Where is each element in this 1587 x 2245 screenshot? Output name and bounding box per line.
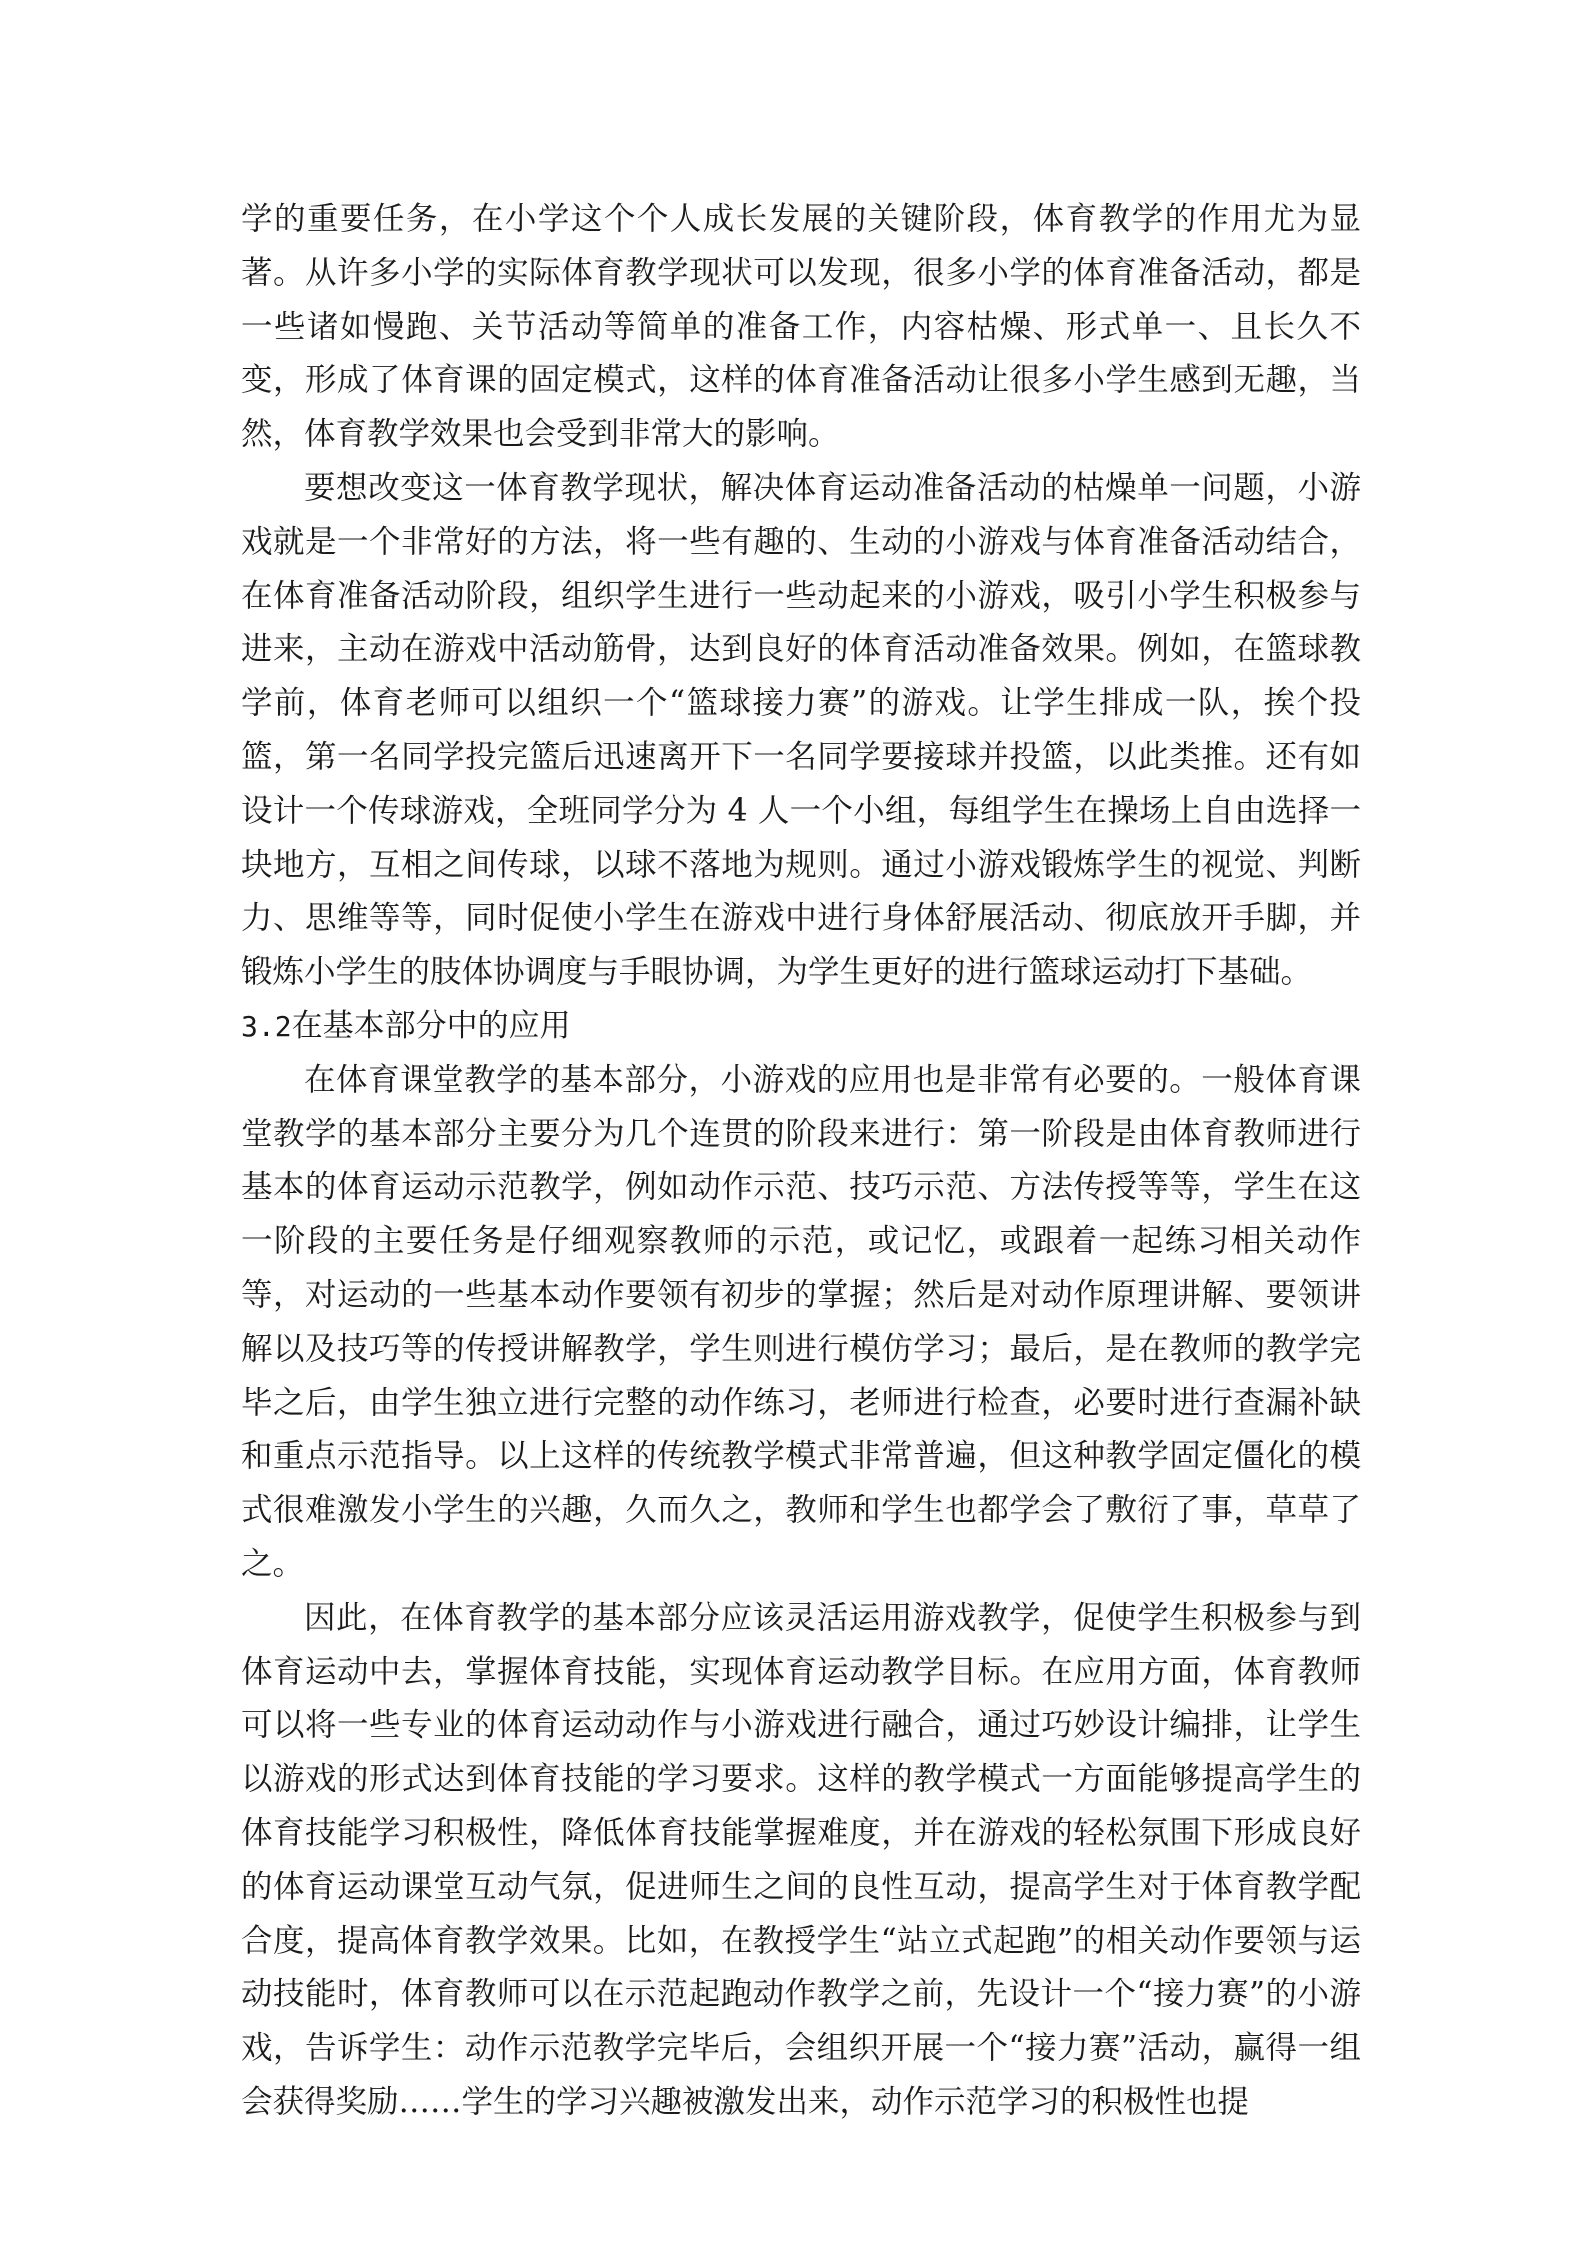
paragraph-game-teaching: 因此，在体育教学的基本部分应该灵活运用游戏教学，促使学生积极参与到体育运动中去，掌握体育技能，实现体育运动教学目标。在应用方面，体育教师可以将一些专业的体育运动动作与小游戏进行融合，通过巧妙设计编排，让学生以游戏的形式达到体育技能的学习要求。这样的教学模式一方面能够提高学生的体育技能学习积极性，降低体育技能掌握难度，并在游戏的轻松氛围下形成良好的体育运动课堂互动气氛，促进师生之间的良性互动，提高学生对于体育教学配合度，提高体育教学效果。比如，在教授学生“站立式起跑”的相关动作要领与运动技能时，体育教师可以在示范起跑动作教学之前，先设计一个“接力赛”的小游戏，告诉学生：动作示范教学完毕后，会组织开展一个“接力赛”活动，赢得一组会获得奖励……学生的学习兴趣被激发出来，动作示范学习的积极性也提 [241,1599,1361,2120]
paragraph-warmup-games: 要想改变这一体育教学现状，解决体育运动准备活动的枯燥单一问题，小游戏就是一个非常好的方法，将一些有趣的、生动的小游戏与体育准备活动结合，在体育准备活动阶段，组织学生进行一些动起来的小游戏，吸引小学生积极参与进来，主动在游戏中活动筋骨，达到良好的体育活动准备效果。例如，在篮球教学前，体育老师可以组织一个“篮球接力赛”的游戏。让学生排成一队，挨个投篮，第一名同学投完篮后迅速离开下一名同学要接球并投篮，以此类推。还有如设计一个传球游戏，全班同学分为 4 人一个小组，每组学生在操场上自由选择一块地方，互相之间传球，以球不落地为规则。通过小游戏锻炼学生的视觉、判断力、思维等等，同时促使小学生在游戏中进行身体舒展活动、彻底放开手脚，并锻炼小学生的肢体协调度与手眼协调，为学生更好的进行篮球运动打下基础。 [241,469,1361,991]
section-heading [241,1000,1361,1054]
body-text [241,193,1361,2130]
section-number: 3.2 [241,1009,292,1043]
paragraph-basic-part: 在体育课堂教学的基本部分，小游戏的应用也是非常有必要的。一般体育课堂教学的基本部分主要分为几个连贯的阶段来进行：第一阶段是由体育教师进行基本的体育运动示范教学，例如动作示范、技巧示范、方法传授等等，学生在这一阶段的主要任务是仔细观察教师的示范，或记忆，或跟着一起练习相关动作等，对运动的一些基本动作要领有初步的掌握；然后是对动作原理讲解、要领讲解以及技巧等的传授讲解教学，学生则进行模仿学习；最后，是在教师的教学完毕之后，由学生独立进行完整的动作练习，老师进行检查，必要时进行查漏补缺和重点示范指导。以上这样的传统教学模式非常普遍，但这种教学固定僵化的模式很难激发小学生的兴趣，久而久之，教师和学生也都学会了敷衍了事，草草了之。 [241,1061,1361,1582]
paragraph-continuation: 学的重要任务，在小学这个个人成长发展的关键阶段，体育教学的作用尤为显著。从许多小学的实际体育教学现状可以发现，很多小学的体育准备活动，都是一些诸如慢跑、关节活动等简单的准备工作，内容枯燥、形式单一、且长久不变，形成了体育课的固定模式，这样的体育准备活动让很多小学生感到无趣，当然，体育教学效果也会受到非常大的影响。 [241,201,1361,453]
section-title: 在基本部分中的应用 [291,1007,571,1044]
